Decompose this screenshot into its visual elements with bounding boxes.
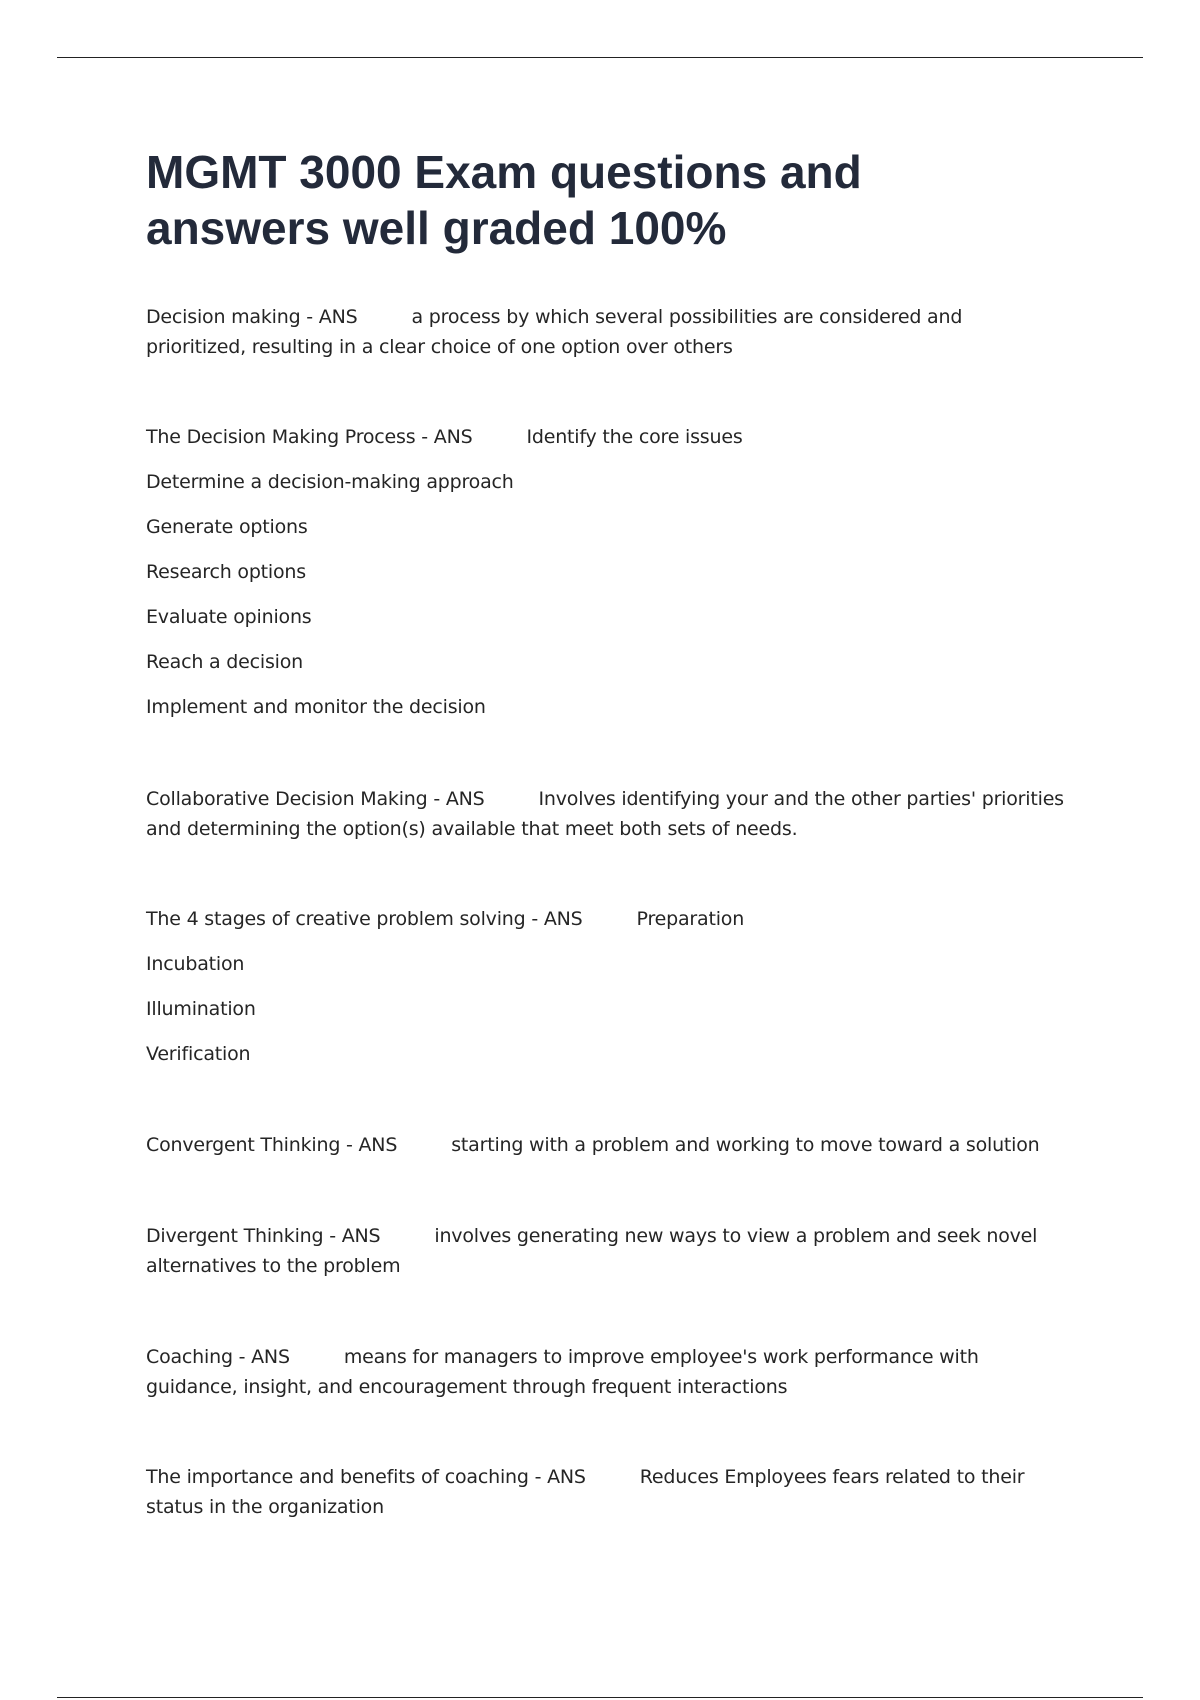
question-term: The importance and benefits of coaching - ANS xyxy=(146,1466,586,1488)
qa-entry-divergent-thinking xyxy=(146,1221,1066,1281)
answer-list-item: Verification xyxy=(146,1043,251,1065)
qa-entry-coaching xyxy=(146,1342,1066,1402)
qa-text xyxy=(146,422,1066,467)
question-term: Coaching - ANS xyxy=(146,1346,290,1368)
answer-list-item: Incubation xyxy=(146,953,245,975)
qa-text xyxy=(146,904,1066,949)
qa-entry-convergent-thinking xyxy=(146,1130,1066,1160)
answer-text: starting with a problem and working to move toward a solution xyxy=(451,1134,1040,1156)
answer-list-item: Research options xyxy=(146,561,306,583)
answer-list-item: Evaluate opinions xyxy=(146,606,312,628)
qa-text xyxy=(146,1462,1066,1522)
qa-text xyxy=(146,1342,1066,1402)
question-term: Decision making - ANS xyxy=(146,306,358,328)
question-term: Divergent Thinking - ANS xyxy=(146,1225,381,1247)
answer-list-item: Illumination xyxy=(146,998,256,1020)
bottom-rule xyxy=(57,1697,1143,1698)
document-title: MGMT 3000 Exam questions and answers well graded 100% xyxy=(146,146,862,254)
answer-text: Reduces Employees fears related to their status in the organization xyxy=(146,1466,1025,1518)
answer-text: a process by which several possibilities are considered and prioritized, resulting in a clear choice of one option over others xyxy=(146,306,963,358)
qa-entry-creative-problem-solving xyxy=(146,904,1066,1069)
answer-list-item: Determine a decision-making approach xyxy=(146,471,514,493)
answer-text: Preparation xyxy=(636,908,745,930)
qa-text xyxy=(146,302,1066,362)
answer-list-item: Reach a decision xyxy=(146,651,304,673)
top-rule xyxy=(57,57,1143,58)
answer-text: involves generating new ways to view a problem and seek novel alternatives to the problem xyxy=(146,1225,1038,1277)
answer-list-item: Generate options xyxy=(146,516,308,538)
qa-entry-coaching-benefits xyxy=(146,1462,1066,1522)
qa-text xyxy=(146,1130,1066,1160)
question-term: Convergent Thinking - ANS xyxy=(146,1134,398,1156)
qa-text xyxy=(146,784,1066,844)
question-term: Collaborative Decision Making - ANS xyxy=(146,788,485,810)
answer-text: Involves identifying your and the other parties' priorities and determining the option(s) available that meet both sets of needs. xyxy=(146,788,1064,840)
qa-text xyxy=(146,1221,1066,1281)
qa-entry-decision-making xyxy=(146,302,1066,362)
question-term: The Decision Making Process - ANS xyxy=(146,426,473,448)
answer-list-item: Implement and monitor the decision xyxy=(146,696,486,718)
qa-entry-decision-making-process xyxy=(146,422,1066,722)
answer-text: means for managers to improve employee's work performance with guidance, insight, and encouragement through frequent interactions xyxy=(146,1346,979,1398)
qa-entry-collaborative-decision-making xyxy=(146,784,1066,844)
question-term: The 4 stages of creative problem solving - ANS xyxy=(146,908,583,930)
answer-text: Identify the core issues xyxy=(526,426,743,448)
